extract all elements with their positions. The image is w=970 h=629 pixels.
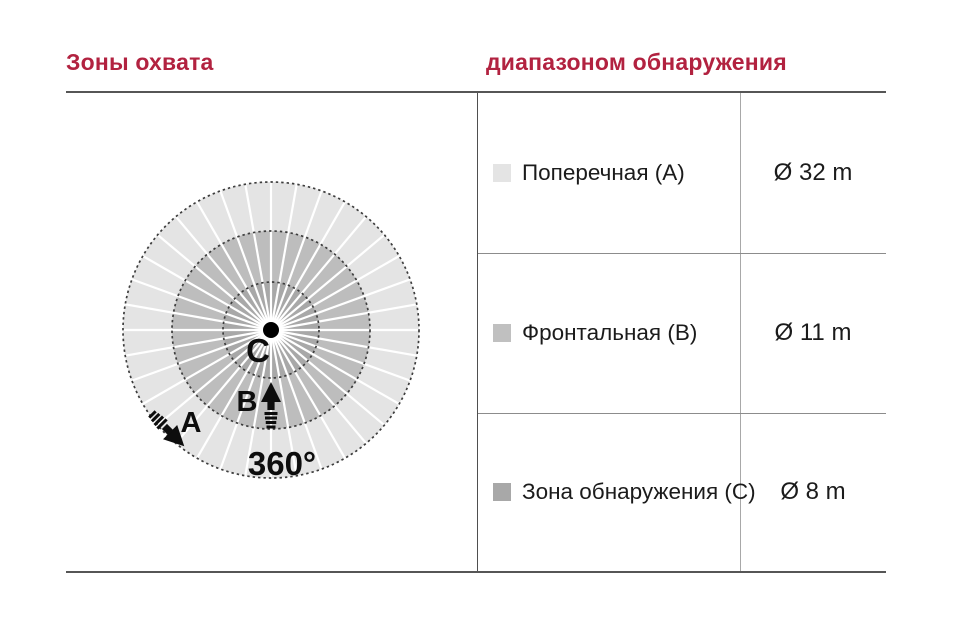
zone-a-swatch [493,164,511,182]
table-row [477,413,756,571]
section-title-coverage-zones: Зоны охвата [66,49,214,75]
table-bottom-border [66,571,886,573]
zone-c-swatch [493,483,511,501]
coverage-diagram-svg [121,180,421,480]
table-row [477,253,740,413]
frontal-direction-arrow-part [265,412,278,415]
table-row-value [740,253,886,413]
zone-a-diameter: Ø 32 m [773,159,853,186]
zone-b-diameter: Ø 11 m [774,319,852,346]
zone-c-diameter: Ø 8 m [780,478,846,505]
rotation-360-label: 360° [247,445,317,480]
frontal-direction-arrow-part [267,426,276,429]
zone-b-swatch [493,324,511,342]
coverage-diagram [121,180,421,480]
zone-c-label: Зона обнаружения (C) [522,479,756,504]
label-direction-a: A [180,407,202,439]
zone-b-label: Фронтальная (B) [522,320,698,345]
zone-a-label: Поперечная (A) [522,160,685,185]
label-zone-c: C [246,332,270,369]
label-direction-b: B [236,386,258,418]
table-row-value [740,413,886,571]
section-title-detection-range: диапазоном обнаружения [486,49,787,75]
table-row-value [740,93,886,253]
frontal-direction-arrow-part [267,401,274,410]
frontal-direction-arrow-part [265,417,277,420]
frontal-direction-arrow-part [266,421,277,424]
table-row [477,93,740,253]
